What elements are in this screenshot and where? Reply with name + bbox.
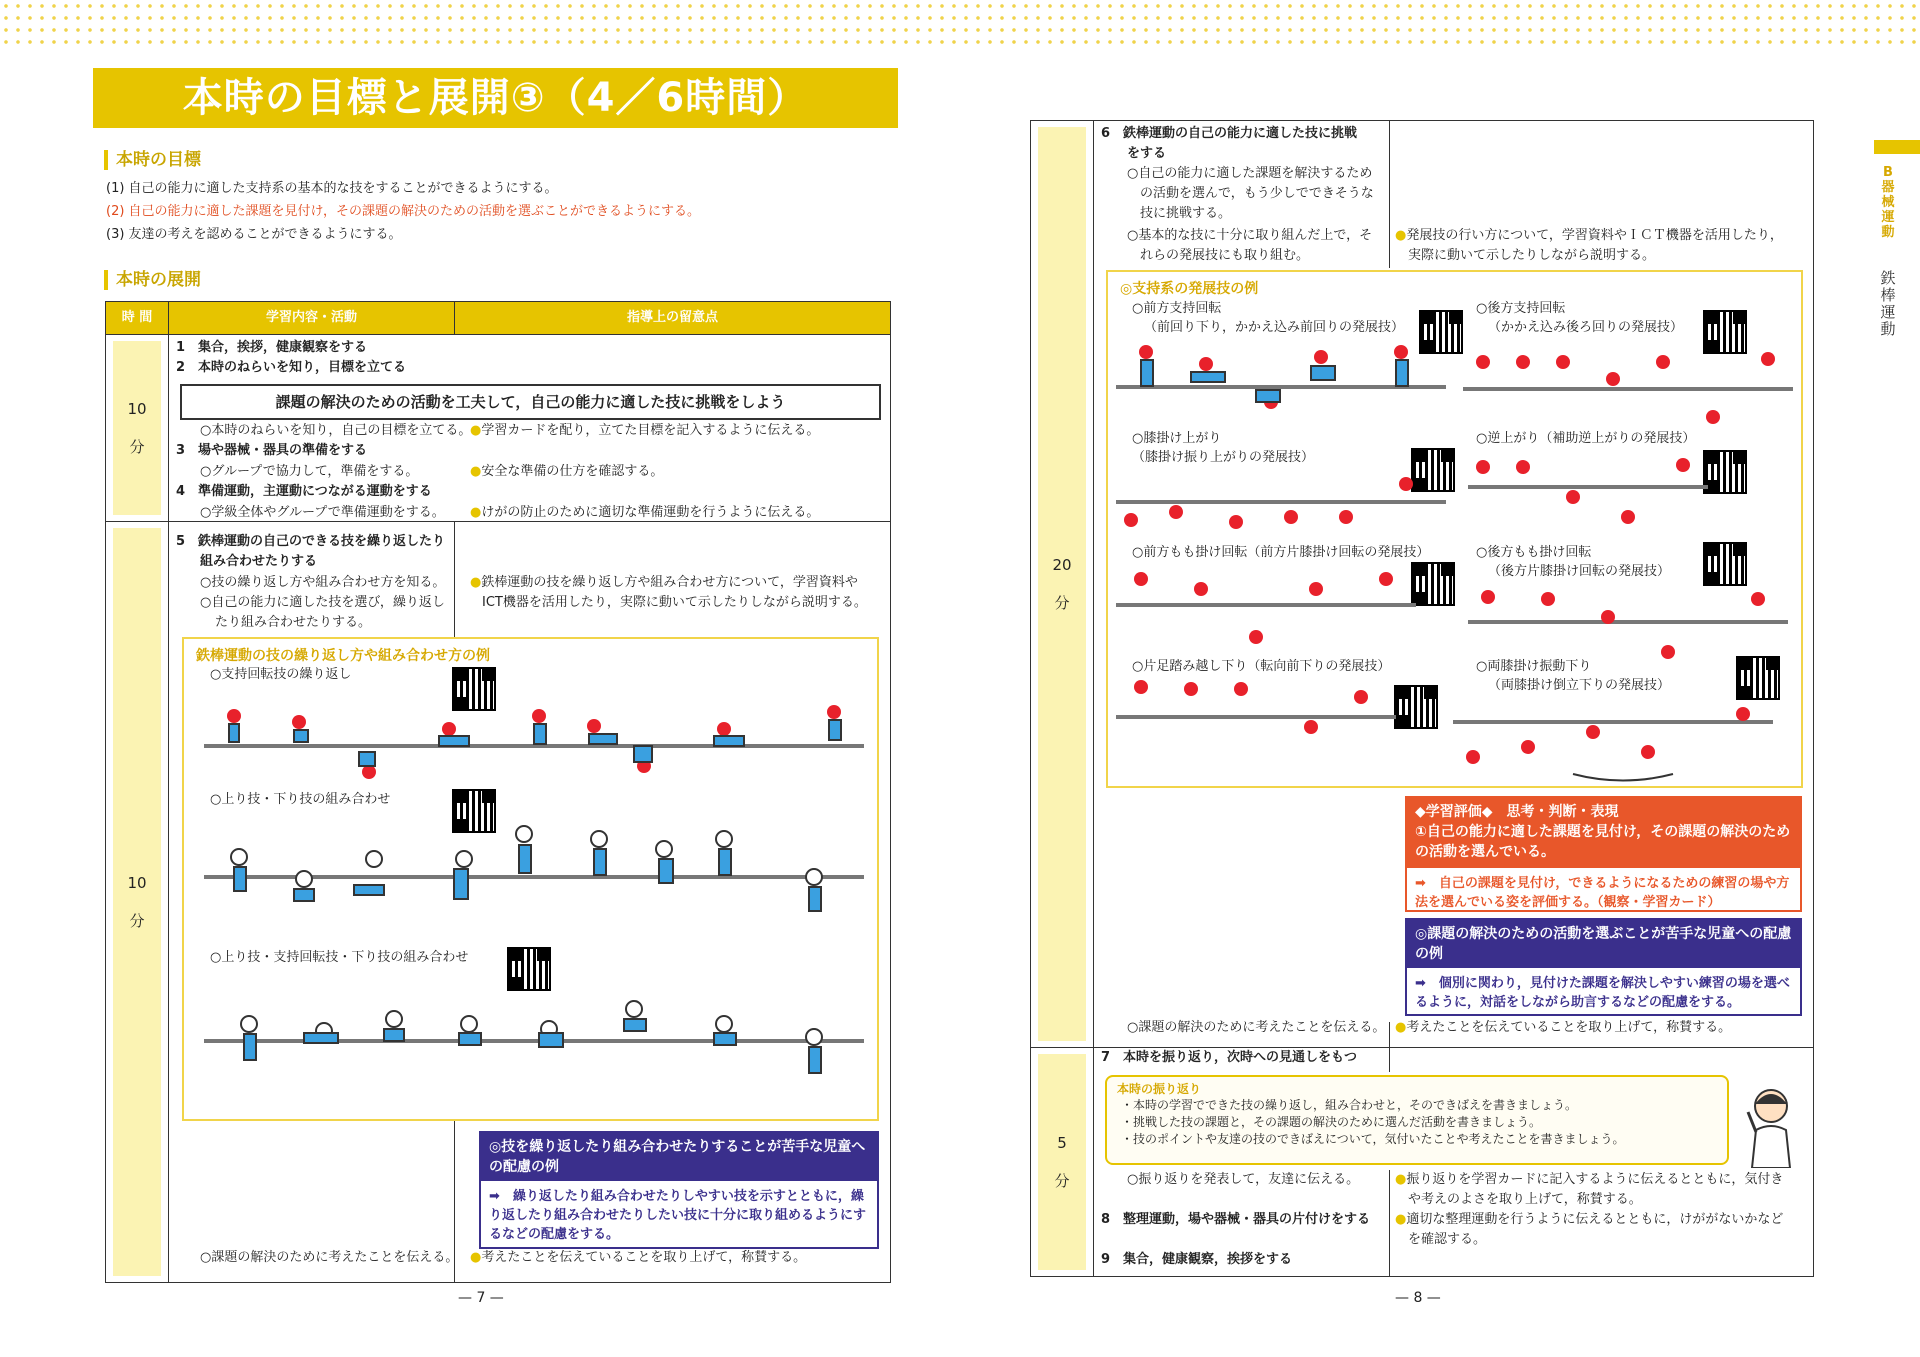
note-2: ●学習カードを配り，立てた目標を記入するように伝える。 [470,423,820,438]
qr-code-icon [1705,312,1745,352]
activity-5: 5 鉄棒運動の自己のできる技を繰り返したり [176,534,446,549]
goal-item-2: (2) 自己の能力に適した課題を見付け，その課題の解決のための活動を選ぶことができるようにする。 [106,204,701,219]
time-unit: 分 [129,912,145,930]
side-tab-marker [1874,140,1920,154]
page-number-left: — 7 — [458,1290,504,1306]
page-number-right: — 8 — [1395,1290,1441,1306]
time-value: 10 [127,400,147,418]
care-box-left-title: ◎技を繰り返したり組み合わせたりすることが苦手な児童への配慮の例 [481,1133,877,1181]
skill-5-illustration [1116,567,1416,652]
qr-code-icon [1705,452,1745,492]
activity-4: 4 準備運動，主運動につながる運動をする [176,484,432,499]
reflection-item: ・挑戦した技の課題と，その課題の解決のために選んだ活動を書きましょう。 [1121,1115,1542,1129]
example-3-illustration [204,989,864,1104]
skill-3-illustration [1116,472,1446,552]
activity-3-detail: ○グループで協力して，準備をする。 [200,464,419,479]
skill-4-name: ○逆上がり（補助逆上がりの発展技） [1476,431,1696,446]
evaluation-box [1405,796,1802,912]
time-cell [1031,121,1094,1048]
activity-4-detail: ○学級全体やグループで準備運動をする。 [200,505,445,520]
activity-5-cont: 組み合わせたりする [200,554,318,569]
time-value: 10 [127,874,147,892]
skill-6-name: ○後方もも掛け回転 [1476,545,1592,560]
skill-3-sub: （膝掛け振り上がりの発展技） [1132,450,1315,465]
note-7-1: ●振り返りを学習カードに記入するように伝えるとともに，気付き [1395,1172,1784,1187]
advanced-skills-box [1106,270,1803,788]
note-8-1: ●適切な整理運動を行うように伝えるとともに，けががないかなど [1395,1212,1784,1227]
evaluation-body: ➡ 自己の課題を見付け，できるようになるための練習の場や方法を選んでいる姿を評価する。（観察・学習カード） [1415,876,1790,910]
activity-6: 6 鉄棒運動の自己の能力に適した技に挑戦 [1101,126,1358,141]
activity-6-detail-1: ○自己の能力に適した課題を解決するため [1127,166,1373,181]
note-6-2: 実際に動いて示したりしながら説明する。 [1408,248,1656,263]
evaluation-item: ①自己の能力に適した課題を見付け，その課題の解決のための活動を選んでいる。 [1415,824,1791,860]
side-category-label: B器械運動 [1881,165,1895,240]
note-5-2: ICT機器を活用したり，実際に動いて示したりしながら説明する。 [482,595,867,610]
teacher-illustration [1738,1082,1804,1168]
reflection-item: ・技のポイントや友達の技のできばえについて，気付いたことや考えたことを書きましょう。 [1121,1132,1625,1146]
skill-8-sub: （両膝掛け倒立下りの発展技） [1488,678,1671,693]
care-box-right-title: ◎課題の解決のための活動を選ぶことが苦手な児童への配慮の例 [1407,920,1800,968]
combination-examples-box [182,637,879,1121]
time-cell [1031,1048,1094,1277]
combination-box-title: 鉄棒運動の技の繰り返し方や組み合わせ方の例 [196,648,490,664]
example-3-label: ○上り技・支持回転技・下り技の組み合わせ [210,950,469,965]
page-title: 本時の目標と展開③（4／6時間） [93,68,898,128]
skill-5-name: ○前方もも掛け回転（前方片膝掛け回転の発展技） [1132,545,1430,560]
time-unit: 分 [1054,594,1070,612]
activity-7: 7 本時を振り返り，次時への見通しをもつ [1101,1050,1358,1065]
activity-1: 1 集合，挨拶，健康観察をする [176,340,368,355]
skill-8-illustration [1453,702,1773,782]
qr-code-icon [1413,564,1453,604]
activity-6-last: ○課題の解決のために考えたことを伝える。 [1127,1020,1386,1035]
activity-6-detail-2: の活動を選んで，もう少しでできそうな [1140,186,1374,201]
activity-5-last: ○課題の解決のために考えたことを伝える。 [200,1250,459,1265]
example-2-label: ○上り技・下り技の組み合わせ [210,792,391,807]
time-value: 20 [1052,556,1072,574]
note-8-2: を確認する。 [1408,1232,1487,1247]
activity-6-detail-3: 技に挑戦する。 [1140,206,1232,221]
skill-7-illustration [1116,677,1396,777]
qr-code-icon [1396,687,1436,727]
skill-1-sub: （前回り下り，かかえ込み前回りの発展技） [1144,320,1405,335]
activity-5-detail-2: ○自己の能力に適した技を選び，繰り返し [200,595,445,610]
skill-1-name: ○前方支持回転 [1132,301,1222,316]
side-topic-label: 鉄棒運動 [1880,269,1896,338]
time-unit: 分 [1054,1172,1070,1190]
note-7-2: や考えのよさを取り上げて，称賛する。 [1408,1192,1642,1207]
care-box-right [1405,918,1802,1016]
skill-2-illustration [1463,347,1793,432]
activity-5-detail-1: ○技の繰り返し方や組み合わせ方を知る。 [200,575,446,590]
activity-6-detail-4: ○基本的な技に十分に取り組んだ上で，そ [1127,228,1373,243]
care-box-left-body: ➡ 繰り返したり組み合わせたりしやすい技を示すとともに，繰り返したり組み合わせたりしたい技に十分に取り組めるようにするなどの配慮をする。 [489,1189,867,1242]
lesson-theme: 課題の解決のための活動を工夫して，自己の能力に適した技に挑戦をしよう [180,384,881,420]
goal-item-3: (3) 友達の考えを認めることができるようにする。 [106,227,402,242]
care-box-right-body: ➡ 個別に関わり，見付けた課題を解決しやすい練習の場を選べるように，対話をしながら助言するなどの配慮をする。 [1415,976,1790,1010]
example-1-illustration [204,694,864,804]
goals-heading: 本時の目標 [104,150,201,170]
activity-3: 3 場や器械・器具の準備をする [176,443,368,458]
activity-5-detail-3: たり組み合わせたりする。 [215,615,372,630]
skill-6-sub: （後方片膝掛け回転の発展技） [1488,564,1671,579]
time-value: 5 [1057,1134,1067,1152]
activity-7-detail: ○振り返りを発表して，友達に伝える。 [1127,1172,1360,1187]
activity-9: 9 集合，健康観察，挨拶をする [1101,1252,1293,1267]
example-2-illustration [204,819,864,944]
skill-2-name: ○後方支持回転 [1476,301,1566,316]
header-content: 学習内容・活動 [169,302,455,335]
activity-2: 2 本時のねらいを知り，目標を立てる [176,360,407,375]
skill-7-name: ○片足踏み越し下り（転向前下りの発展技） [1132,659,1391,674]
note-6-1: ●発展技の行い方について，学習資料やＩＣＴ機器を活用したり， [1395,228,1783,243]
activity-8: 8 整理運動，場や器械・器具の片付けをする [1101,1212,1371,1227]
tenkai-heading: 本時の展開 [104,270,201,290]
activity-2-detail: ○本時のねらいを知り，自己の目標を立てる。 [200,423,472,438]
header-time: 時 間 [106,302,169,335]
goal-item-1: (1) 自己の能力に適した支持系の基本的な技をすることができるようにする。 [106,181,558,196]
example-1-label: ○支持回転技の繰り返し [210,667,352,682]
qr-code-icon [1705,544,1745,584]
reflection-title: 本時の振り返り [1117,1082,1202,1096]
note-3: ●安全な準備の仕方を確認する。 [470,464,664,479]
skill-1-illustration [1116,342,1446,432]
skill-6-illustration [1468,587,1788,662]
skill-4-illustration [1468,457,1708,547]
advanced-box-title: ◎支持系の発展技の例 [1120,281,1259,297]
note-4: ●けがの防止のために適切な準備運動を行うように伝える。 [470,505,820,520]
dotted-header-band [0,0,1920,52]
time-cell [106,522,169,1283]
activity-6-detail-5: れらの発展技にも取り組む。 [1140,248,1310,263]
time-cell [106,335,169,522]
qr-code-icon [1738,658,1778,698]
evaluation-title: ◆学習評価◆ 思考・判断・表現 [1415,804,1619,820]
header-notes: 指導上の留意点 [455,302,891,335]
activity-6-cont: をする [1127,146,1167,161]
skill-2-sub: （かかえ込み後ろ回りの発展技） [1488,320,1684,335]
care-box-left [479,1131,879,1249]
reflection-box [1105,1075,1729,1165]
reflection-item: ・本時の学習でできた技の繰り返し，組み合わせと，そのできばえを書きましょう。 [1121,1098,1578,1112]
note-5-last: ●考えたことを伝えていることを取り上げて，称賛する。 [470,1250,807,1265]
skill-8-name: ○両膝掛け振動下り [1476,659,1592,674]
time-unit: 分 [129,438,145,456]
note-5-1: ●鉄棒運動の技を繰り返し方や組み合わせ方について，学習資料や [470,575,858,590]
qr-code-icon [509,949,549,989]
skill-3-name: ○膝掛け上がり [1132,431,1222,446]
note-6-last: ●考えたことを伝えていることを取り上げて，称賛する。 [1395,1020,1732,1035]
